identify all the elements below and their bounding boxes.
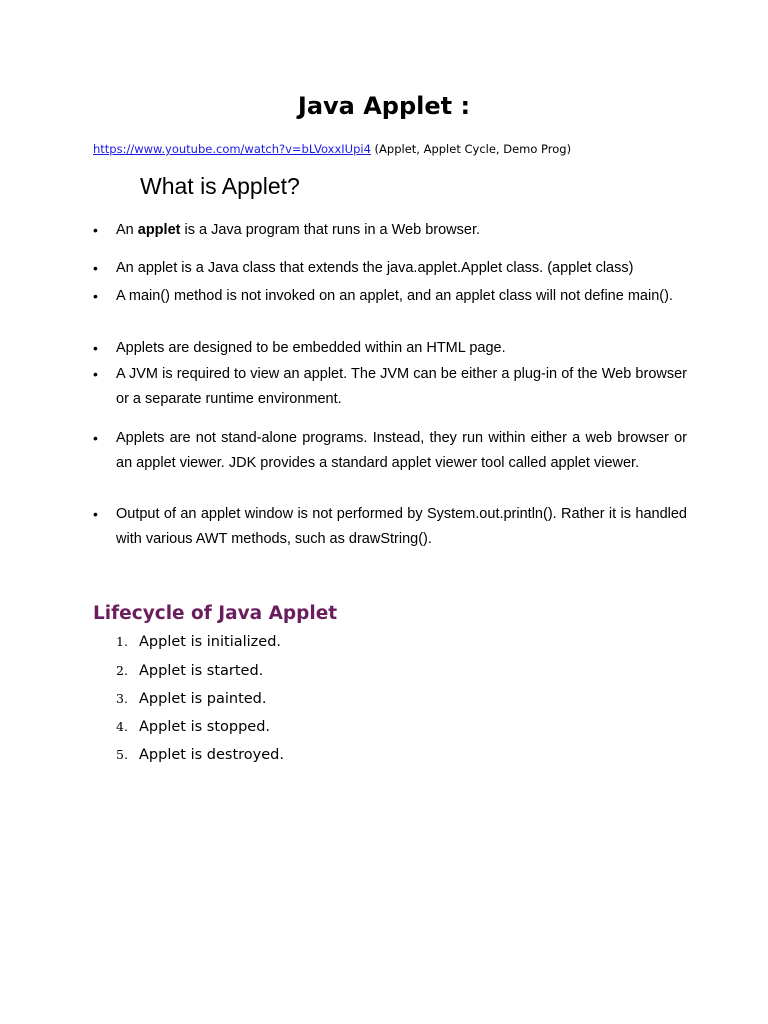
bullet-icon: • bbox=[93, 288, 98, 304]
step-number: 5. bbox=[116, 747, 128, 762]
list-item: • An applet is a Java class that extends the java.applet.Applet class. (applet class) bbox=[93, 256, 687, 281]
lifecycle-step bbox=[116, 659, 263, 683]
bullet-icon: • bbox=[93, 366, 98, 382]
section-heading: What is Applet? bbox=[140, 173, 300, 199]
bullet-icon: • bbox=[93, 222, 98, 238]
lifecycle-step bbox=[116, 630, 281, 654]
step-text: Applet is initialized. bbox=[139, 634, 282, 650]
page-title: Java Applet : bbox=[297, 92, 471, 120]
lifecycle-step bbox=[116, 743, 284, 767]
bullet-icon: • bbox=[93, 430, 98, 446]
step-number: 4. bbox=[116, 719, 128, 734]
lifecycle-heading: Lifecycle of Java Applet bbox=[93, 603, 338, 624]
list-item: • Applets are not stand-alone programs. Instead, they run within either a web browser or an applet viewer. JDK provides a standard applet viewer tool called applet viewer. bbox=[93, 426, 687, 476]
youtube-link[interactable]: https://www.youtube.com/watch?v=bLVoxxIUpi4 bbox=[93, 142, 371, 156]
list-item: • A main() method is not invoked on an applet, and an applet class will not define main(). bbox=[93, 284, 687, 309]
step-text: Applet is destroyed. bbox=[139, 747, 284, 763]
step-text: Applet is stopped. bbox=[139, 719, 271, 735]
list-item: • Output of an applet window is not performed by System.out.println(). Rather it is handled with various AWT methods, such as drawString(). bbox=[93, 502, 687, 552]
list-item: • An applet is a Java program that runs in a Web browser. bbox=[93, 218, 687, 243]
step-text: Applet is painted. bbox=[139, 691, 267, 707]
list-item: • A JVM is required to view an applet. The JVM can be either a plug-in of the Web browser or a separate runtime environment. bbox=[93, 362, 687, 412]
step-number: 1. bbox=[116, 634, 128, 649]
bullet-icon: • bbox=[93, 340, 98, 356]
step-text: Applet is started. bbox=[139, 663, 264, 679]
reference-line bbox=[93, 140, 733, 158]
step-number: 3. bbox=[116, 691, 128, 706]
reference-description: (Applet, Applet Cycle, Demo Prog) bbox=[370, 142, 572, 156]
step-number: 2. bbox=[116, 663, 128, 678]
list-item: • Applets are designed to be embedded within an HTML page. bbox=[93, 336, 687, 361]
lifecycle-step bbox=[116, 715, 270, 739]
bold-term: applet bbox=[137, 222, 181, 238]
bullet-icon: • bbox=[93, 260, 98, 276]
lifecycle-step bbox=[116, 687, 267, 711]
bullet-icon: • bbox=[93, 506, 98, 522]
